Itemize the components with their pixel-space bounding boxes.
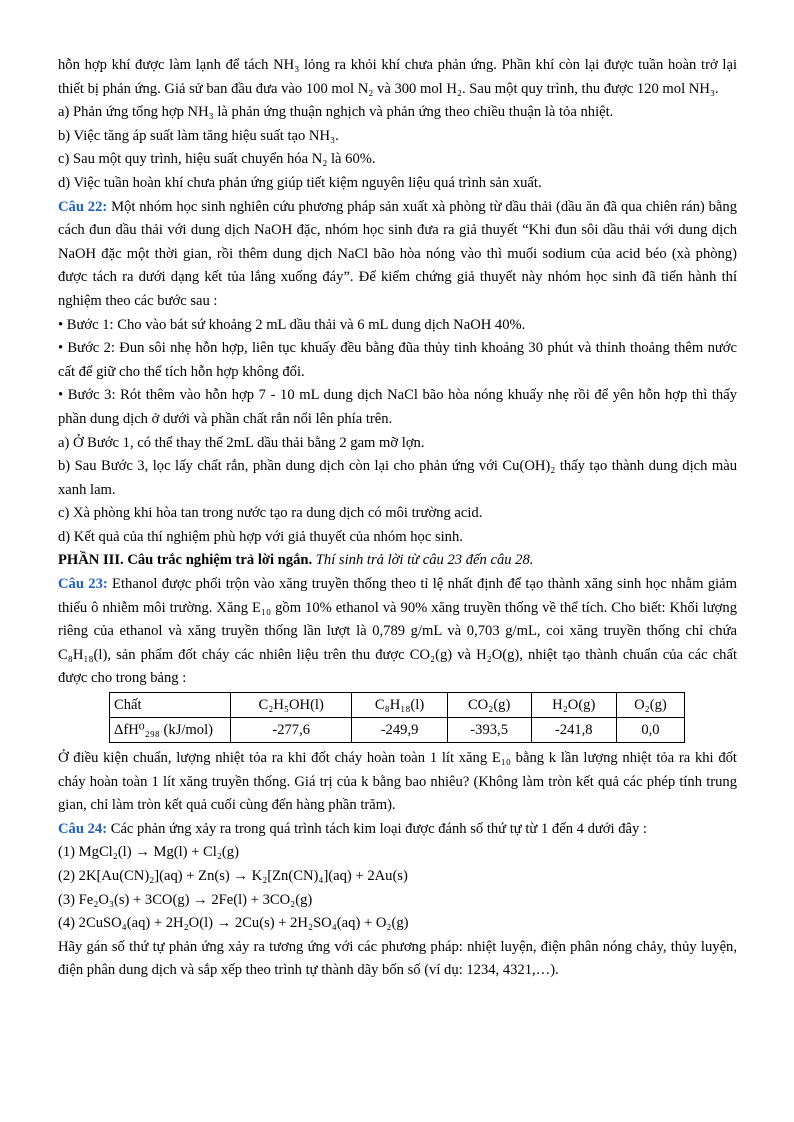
reaction-4: (4) 2CuSO₄(aq) + 2H₂O(l) → 2Cu(s) + 2H₂SO₄(aq) + O₂(g) — [58, 915, 409, 932]
question-22-step-1: • Bước 1: Cho vào bát sứ khoảng 2 mL dầu thải và 6 mL dung dịch NaOH 40%. — [58, 316, 526, 333]
question-23-label: Câu 23: — [58, 576, 108, 593]
table-header-cell: C₂H₅OH(l) — [231, 693, 352, 718]
intro-option-b: b) Việc tăng áp suất làm tăng hiệu suất tạo NH₃. — [58, 127, 339, 144]
table-cell: -277,6 — [231, 718, 352, 743]
table-cell: -241,8 — [531, 718, 616, 743]
reaction-3: (3) Fe₂O₃(s) + 3CO(g) → 2Fe(l) + 3CO₂(g) — [58, 891, 313, 908]
part-3-note: Thí sinh trả lời từ câu 23 đến câu 28. — [312, 552, 534, 569]
question-22-body: Một nhóm học sinh nghiên cứu phương pháp sản xuất xà phòng từ dầu thải (dầu ăn đã qua chiên rán) bằng cách đun dầu thải với dung dịch NaOH đặc, nhóm học sinh đưa ra giả thuyết “Khi đun sôi dầu thải với dung dịch NaOH đặc một thời gian, rồi thêm dung dịch NaCl bão hòa nóng vào thì muối sodium của acid béo (xà phòng) được tách ra dưới dạng kết tủa lắng xuống đáy”. Để kiểm chứng giả thuyết này nhóm học sinh đã tiến hành thí nghiệm theo các bước sau : — [58, 198, 737, 309]
intro-paragraph: hỗn hợp khí được làm lạnh để tách NH₃ lỏng ra khỏi khí chưa phản ứng. Phần khí còn lại được tuần hoàn trở lại thiết bị phản ứng. Giả sử ban đầu đưa vào 100 mol N₂ và 300 mol H₂. Sau một quy trình, thu được 120 mol NH₃. — [58, 57, 737, 97]
question-24-body: Các phản ứng xảy ra trong quá trình tách kim loại được đánh số thứ tự từ 1 đến 4 dưới đây : — [107, 820, 647, 837]
question-24-label: Câu 24: — [58, 820, 108, 837]
question-23-question: Ở điều kiện chuẩn, lượng nhiệt tỏa ra khi đốt cháy hoàn toàn 1 lít xăng E₁₀ bằng k lần lượng nhiệt tỏa ra khi đốt cháy hoàn toàn 1 lít xăng truyền thống. Giá trị của k bằng bao nhiêu? (Không làm tròn kết quả các phép tính trung gian, chỉ làm tròn kết quả cuối cùng đến hàng phần trăm). — [58, 750, 737, 814]
table-cell: -249,9 — [352, 718, 447, 743]
table-row — [110, 718, 685, 743]
question-23 — [58, 573, 737, 691]
question-22-option-a: a) Ở Bước 1, có thể thay thế 2mL dầu thải bằng 2 gam mỡ lợn. — [58, 434, 425, 451]
reaction-2: (2) 2K[Au(CN)₂](aq) + Zn(s) → K₂[Zn(CN)₄](aq) + 2Au(s) — [58, 868, 408, 884]
table-row-label: ΔfH⁰₂₉₈ (kJ/mol) — [110, 718, 231, 743]
table-cell: -393,5 — [447, 718, 531, 743]
intro-option-d: d) Việc tuần hoàn khí chưa phản ứng giúp tiết kiệm nguyên liệu quá trình sản xuất. — [58, 174, 542, 191]
table-header-cell: C₈H₁₈(l) — [352, 693, 447, 718]
question-22-step-2: • Bước 2: Đun sôi nhẹ hỗn hợp, liên tục khuấy đều bằng đũa thủy tinh khoảng 30 phút và thỉnh thoảng thêm nước cất để giữ cho thể tích hỗn hợp không đổi. — [58, 340, 737, 380]
intro-option-a: a) Phản ứng tổng hợp NH₃ là phản ứng thuận nghịch và phản ứng theo chiều thuận là tỏa nhiệt. — [58, 104, 614, 121]
intro-option-c: c) Sau một quy trình, hiệu suất chuyển hóa N₂ là 60%. — [58, 151, 376, 168]
table-header-row — [110, 693, 685, 718]
table-header-cell: Chất — [110, 693, 231, 718]
reaction-1: (1) MgCl₂(l) → Mg(l) + Cl₂(g) — [58, 844, 239, 861]
table-header-cell: CO₂(g) — [447, 693, 531, 718]
table-header-cell: O₂(g) — [616, 693, 684, 718]
question-23-body: Ethanol được phối trộn vào xăng truyền thống theo tỉ lệ nhất định để tạo thành xăng sinh học nhằm giảm thiểu ô nhiễm môi trường. Xăng E₁₀ gồm 10% ethanol và 90% xăng truyền thống về thể tích. Cho biết: Khối lượng riêng của ethanol và xăng truyền thống lần lượt là 0,789 g/mL và 0,703 g/mL, coi xăng truyền thống chỉ chứa C₈H₁₈(l), sản phẩm đốt cháy các nhiên liệu trên thu được CO₂(g) và H₂O(g), nhiệt tạo thành chuẩn của các chất được cho trong bảng : — [58, 576, 737, 687]
enthalpy-table — [109, 692, 685, 743]
table-header-cell: H₂O(g) — [531, 693, 616, 718]
table-cell: 0,0 — [616, 718, 684, 743]
question-24-question: Hãy gán số thứ tự phản ứng xảy ra tương ứng với các phương pháp: nhiệt luyện, điện phân nóng chảy, thủy luyện, điện phân dung dịch và sắp xếp theo trình tự thành dãy bốn số (ví dụ: 1234, 4321,…). — [58, 938, 737, 979]
document-page — [58, 54, 737, 983]
question-22-option-b: b) Sau Bước 3, lọc lấy chất rắn, phần dung dịch còn lại cho phản ứng với Cu(OH)₂ thấy tạo thành dung dịch màu xanh lam. — [58, 458, 737, 498]
part-3-heading — [58, 549, 737, 573]
question-22-option-d: d) Kết quả của thí nghiệm phù hợp với giả thuyết của nhóm học sinh. — [58, 528, 463, 545]
question-22-step-3: • Bước 3: Rót thêm vào hỗn hợp 7 - 10 mL dung dịch NaCl bão hòa nóng khuấy nhẹ rồi để yên hỗn hợp thì thấy phần dung dịch ở dưới và phần chất rắn nổi lên phía trên. — [58, 387, 737, 427]
question-22 — [58, 196, 737, 314]
question-22-label: Câu 22: — [58, 198, 108, 215]
question-24 — [58, 818, 737, 842]
question-22-option-c: c) Xà phòng khi hòa tan trong nước tạo ra dung dịch có môi trường acid. — [58, 505, 483, 522]
part-3-title: PHẦN III. Câu trắc nghiệm trả lời ngắn. — [58, 552, 313, 569]
